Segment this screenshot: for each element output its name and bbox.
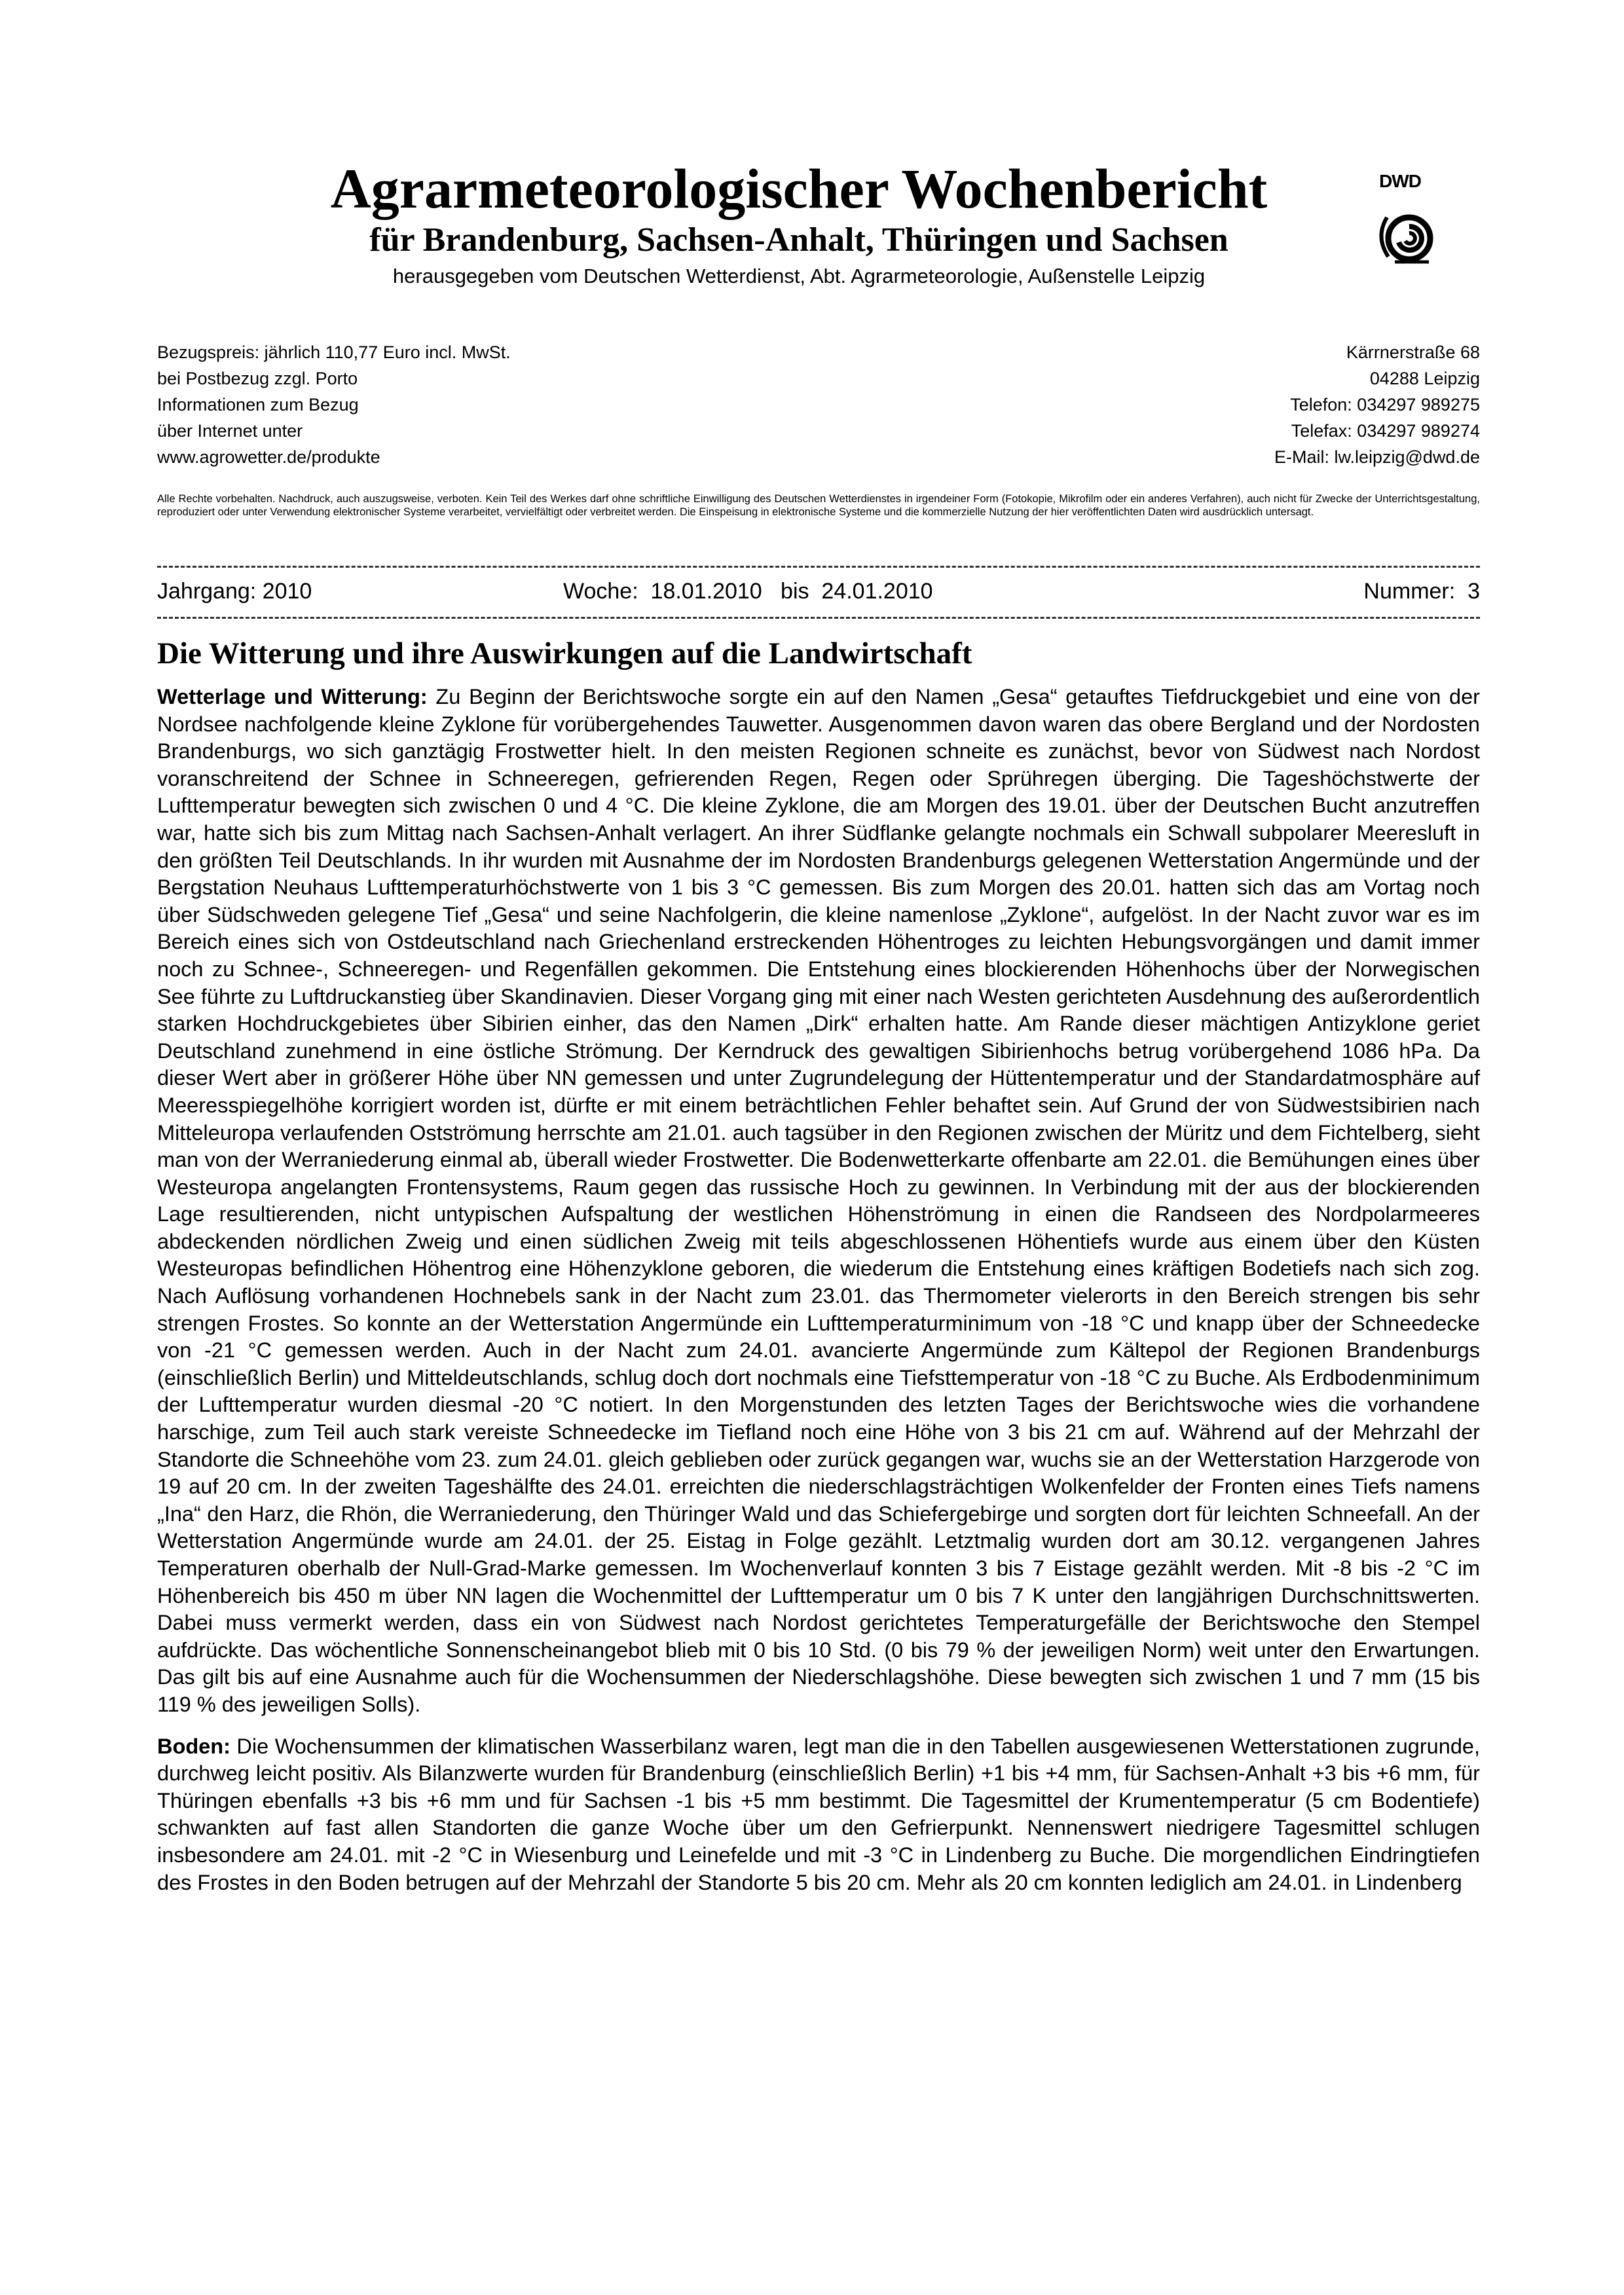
contact-phone: Telefon: 034297 989275 (1290, 395, 1480, 414)
subscription-url: www.agrowetter.de/produkte (157, 447, 380, 467)
report-header (308, 157, 1290, 289)
rights-notice: Alle Rechte vorbehalten. Nachdruck, auch auszugsweise, verboten. Kein Teil des Werkes darf ohne schriftliche Einwilligung des Deutschen Wetterdienstes in irgendeiner Form (Fotokopie, Mikrofilm oder ein anderes Verfahren), auch nicht für Zwecke der Unterrichtsgestaltung, reproduziert oder unter Verwendung elektronischer Systeme verarbeitet, vervielfältigt oder verbreitet werden. Die Einspeisung in elektronische Systeme und die kommerzielle Nutzung der hier veröffentlichten Daten wird ausdrücklich untersagt. (157, 493, 1480, 518)
paragraph-text: Die Wochensummen der klimatischen Wasserbilanz waren, legt man die in den Tabellen ausgewiesenen Wetterstationen zugrunde, durchweg leicht positiv. Als Bilanzwerte wurden für Brandenburg (einschließlich Berlin) +1 bis +4 mm, für Sachsen-Anhalt +3 bis +6 mm, für Thüringen ebenfalls +3 bis +6 mm und für Sachsen -1 bis +5 mm bestimmt. Die Tagesmittel der Krumentemperatur (5 cm Bodentiefe) schwankten auf fast allen Standorten die ganze Woche über um den Gefrierpunkt. Nennenswert niedrigere Tagesmittel schlugen insbesondere am 24.01. mit -2 °C in Wiesenburg und Leinefelde und mit -3 °C in Lindenberg zu Buche. Die morgendlichen Eindringtiefen des Frostes in den Boden betrugen auf der Mehrzahl der Standorte 5 bis 20 cm. Mehr als 20 cm konnten lediglich am 24.01. in Lindenberg (157, 1734, 1480, 1894)
contact-fax: Telefax: 034297 989274 (1291, 421, 1480, 441)
issue-number: Nummer: 3 (1363, 579, 1480, 604)
contact-street: Kärrnerstraße 68 (1346, 342, 1480, 362)
paragraph-label: Wetterlage und Witterung: (157, 685, 428, 708)
dwd-logo-text: DWD (1379, 171, 1421, 191)
subscription-info-label: Informationen zum Bezug (157, 395, 359, 414)
subscription-price: Bezugspreis: jährlich 110,77 Euro incl. MwSt. (157, 342, 511, 362)
publisher-line: herausgegeben vom Deutschen Wetterdienst, Abt. Agrarmeteorologie, Außenstelle Leipzig (392, 265, 1206, 287)
divider-bottom (157, 617, 1480, 619)
report-subtitle: für Brandenburg, Sachsen-Anhalt, Thüringen und Sachsen (369, 221, 1228, 259)
issue-info (157, 575, 1480, 608)
report-title: Agrarmeteorologischer Wochenbericht (330, 157, 1268, 220)
paragraph-soil (157, 1733, 1480, 1897)
dwd-swirl-icon (1369, 172, 1454, 270)
dwd-logo (1369, 172, 1454, 270)
contact-email: E-Mail: lw.leipzig@dwd.de (1274, 447, 1480, 467)
paragraph-label: Boden: (157, 1734, 231, 1758)
subscription-postage: bei Postbezug zzgl. Porto (157, 369, 358, 388)
issue-year: Jahrgang: 2010 (157, 579, 312, 604)
divider-top (157, 566, 1480, 568)
contact-city: 04288 Leipzig (1369, 369, 1480, 388)
subscription-internet: über Internet unter (157, 421, 303, 441)
paragraph-text: Zu Beginn der Berichtswoche sorgte ein auf den Namen „Gesa“ getauftes Tiefdruckgebiet und eine von der Nordsee nachfolgende kleine Zyklone für vorübergehendes Tauwetter. Ausgenommen davon waren das obere Bergland und der Nordosten Brandenburgs, wo sich ganztägig Frostwetter hielt. In den meisten Regionen schneite es zunächst, bevor von Südwest nach Nordost voranschreitend der Schnee in Schneeregen, gefrierenden Regen, Regen oder Sprühregen überging. Die Tageshöchstwerte der Lufttemperatur bewegten sich zwischen 0 und 4 °C. Die kleine Zyklone, die am Morgen des 19.01. über der Deutschen Bucht anzutreffen war, hatte sich bis zum Mittag nach Sachsen-Anhalt verlagert. An ihrer Südflanke gelangte nochmals ein Schwall subpolarer Meeresluft in den größten Teil Deutschlands. In ihr wurden mit Ausnahme der im Nordosten Brandenburgs gelegenen Wetterstation Angermünde und der Bergstation Neuhaus Lufttemperaturhöchstwerte von 1 bis 3 °C gemessen. Bis zum Morgen des 20.01. hatten sich das am Vortag noch über Südschweden gelegene Tief „Gesa“ und seine Nachfolgerin, die kleine namenlose „Zyklone“, aufgelöst. In der Nacht zuvor war es im Bereich eines sich von Ostdeutschland nach Griechenland erstreckenden Höhentroges zu leichten Hebungsvorgängen und damit immer noch zu Schnee-, Schneeregen- und Regenfällen gekommen. Die Entstehung eines blockierenden Höhenhochs über der Norwegischen See führte zu Luftdruckanstieg über Skandinavien. Dieser Vorgang ging mit einer nach Westen gerichteten Ausdehnung des außerordentlich starken Hochdruckgebietes über Sibirien einher, das den Namen „Dirk“ erhalten hatte. Am Rande dieser mächtigen Antizyklone geriet Deutschland zunehmend in eine östliche Strömung. Der Kerndruck des gewaltigen Sibirienhochs betrug vorübergehend 1086 hPa. Da dieser Wert aber in größerer Höhe über NN gemessen und unter Zugrundelegung der Hüttentemperatur und der Standardatmosphäre auf Meeresspiegelhöhe korrigiert worden ist, dürfte er mit einem beträchtlichen Fehler behaftet sein. Auf Grund der von Südwestsibirien nach Mitteleuropa verlaufenden Ostströmung herrschte am 21.01. auch tagsüber in den Regionen zwischen der Müritz und dem Fichtelberg, sieht man von der Werraniederung einmal ab, überall wieder Frostwetter. Die Bodenwetterkarte offenbarte am 22.01. die Bemühungen eines über Westeuropa angelangten Frontensystems, Raum gegen das russische Hoch zu gewinnen. In Verbindung mit der aus der blockierenden Lage resultierenden, nicht untypischen Aufspaltung der westlichen Höhenströmung in einen die Randseen des Nordpolarmeeres abdeckenden nördlichen Zweig und einen südlichen Zweig mit teils abgeschlossenen Höhentiefs wurde aus einem über den Küsten Westeuropas befindlichen Höhentrog eine Höhenzyklone geboren, die wiederum die Entstehung eines kräftigen Bodetiefs nach sich zog. Nach Auflösung vorhandenen Hochnebels sank in der Nacht zum 23.01. das Thermometer vielerorts in den Bereich strengen bis sehr strengen Frostes. So konnte an der Wetterstation Angermünde ein Lufttemperaturminimum von -18 °C und knapp über der Schneedecke von -21 °C gemessen werden. Auch in der Nacht zum 24.01. avancierte Angermünde zum Kältepol der Regionen Brandenburgs (einschließlich Berlin) und Mitteldeutschlands, schlug doch dort nochmals eine Tiefsttemperatur von -18 °C zu Buche. Als Erdbodenminimum der Lufttemperatur wurden diesmal -20 °C notiert. In den Morgenstunden des letzten Tages der Berichtswoche wies die vorhandene harschige, zum Teil auch stark vereiste Schneedecke im Tiefland noch eine Höhe von 3 bis 21 cm auf. Während auf der Mehrzahl der Standorte die Schneehöhe vom 23. zum 24.01. gleich geblieben oder zurück gegangen war, wuchs sie an der Wetterstation Harzgerode von 19 auf 20 cm. In der zweiten Tageshälfte des 24.01. erreichten die niederschlagsträchtigen Wolkenfelder der Fronten eines Tiefs namens „Ina“ den Harz, die Rhön, die Werraniederung, den Thüringer Wald und das Schiefergebirge und sorgten dort für leichten Schneefall. An der Wetterstation Angermünde wurde am 24.01. der 25. Eistag in Folge gezählt. Letztmalig wurden dort am 30.12. vergangenen Jahres Temperaturen oberhalb der Null-Grad-Marke gemessen. Im Wochenverlauf konnten 3 bis 7 Eistage gezählt werden. Mit -8 bis -2 °C im Höhenbereich bis 450 m über NN lagen die Wochenmittel der Lufttemperatur um 0 bis 7 K unter den langjährigen Durchschnittswerten. Dabei muss vermerkt werden, dass ein von Südwest nach Nordost gerichtetes Temperaturgefälle der Berichtswoche den Stempel aufdrückte. Das wöchentliche Sonnenscheinangebot blieb mit 0 bis 10 Std. (0 bis 79 % der jeweiligen Norm) weit unter den Erwartungen. Das gilt bis auf eine Ausnahme auch für die Wochensummen der Niederschlagshöhe. Diese bewegten sich zwischen 1 und 7 mm (15 bis 119 % des jeweiligen Solls). (157, 685, 1480, 1716)
section-heading: Die Witterung und ihre Auswirkungen auf die Landwirtschaft (157, 636, 972, 670)
report-body (157, 684, 1480, 1911)
paragraph-weather (157, 684, 1480, 1719)
issue-week: Woche: 18.01.2010 bis 24.01.2010 (563, 579, 933, 604)
contact-info (1113, 339, 1480, 470)
subscription-info (157, 339, 511, 470)
